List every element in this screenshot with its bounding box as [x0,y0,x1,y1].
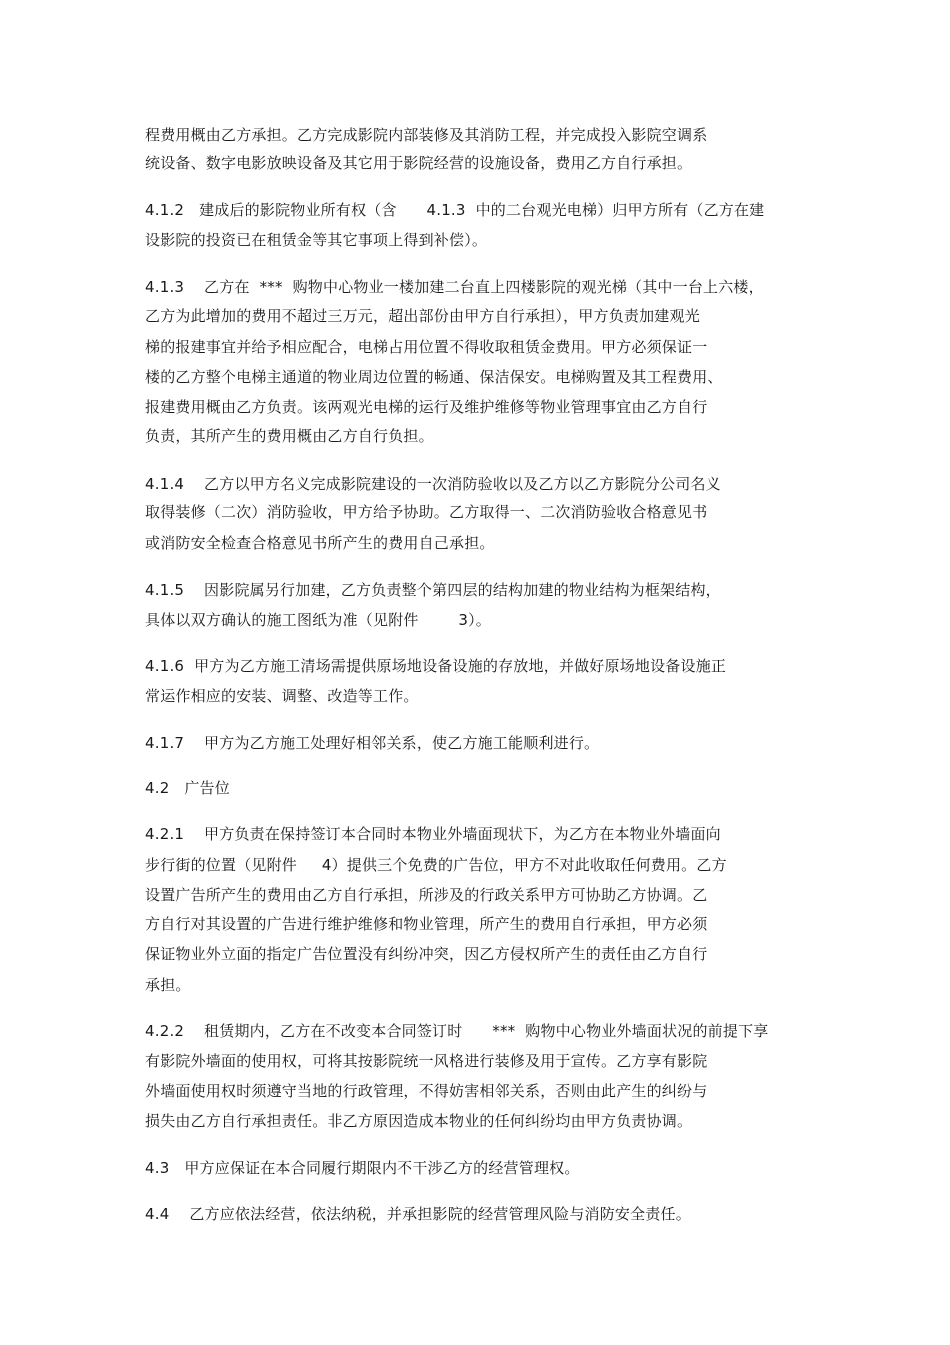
text-line: 具体以双方确认的施工图纸为准（见附件 3）。 [145,611,491,629]
clause-4-1-5: 4.1.5 因影院属另行加建，乙方负责整个第四层的结构加建的物业结构为框架结构， [145,581,721,599]
text-line: 梯的报建事宜并给予相应配合，电梯占用位置不得收取租赁金费用。甲方必须保证一 [145,338,708,356]
clause-4-3: 4.3 甲方应保证在本合同履行期限内不干涉乙方的经营管理权。 [145,1159,580,1177]
text-line: 楼的乙方整个电梯主通道的物业周边位置的畅通、保洁保安。电梯购置及其工程费用、 [145,368,723,386]
clause-4-1-6: 4.1.6 甲方为乙方施工清场需提供原场地设备设施的存放地，并做好原场地设备设施正 [145,657,727,675]
text-line: 方自行对其设置的广告进行维护维修和物业管理，所产生的费用自行承担，甲方必须 [145,915,708,933]
clause-4-2-1: 4.2.1 甲方负责在保持签订本合同时本物业外墙面现状下，为乙方在本物业外墙面向 [145,825,721,843]
text-line: 设影院的投资已在租赁金等其它事项上得到补偿）。 [145,231,488,249]
clause-4-4: 4.4 乙方应依法经营，依法纳税，并承担影院的经营管理风险与消防安全责任。 [145,1205,691,1223]
text-line: 负责，其所产生的费用概由乙方自行负担。 [145,427,434,445]
clause-4-1-4: 4.1.4 乙方以甲方名义完成影院建设的一次消防验收以及乙方以乙方影院分公司名义 [145,475,721,493]
clause-4-1-7: 4.1.7 甲方为乙方施工处理好相邻关系，使乙方施工能顺利进行。 [145,734,600,752]
text-line: 承担。 [145,976,191,994]
clause-4-2-2: 4.2.2 租赁期内，乙方在不改变本合同签订时 *** 购物中心物业外墙面状况的前提下享 [145,1022,769,1040]
text-line: 乙方为此增加的费用不超过三万元，超出部份由甲方自行承担），甲方负责加建观光 [145,307,700,325]
clause-4-1-2: 4.1.2 建成后的影院物业所有权（含 4.1.3 中的二台观光电梯）归甲方所有（乙方在建 [145,201,765,219]
text-line: 损失由乙方自行承担责任。非乙方原因造成本物业的任何纠纷均由甲方负责协调。 [145,1112,693,1130]
text-line: 常运作相应的安装、调整、改造等工作。 [145,687,419,705]
section-4-2-heading: 4.2 广告位 [145,779,230,797]
text-line: 程费用概由乙方承担。乙方完成影院内部装修及其消防工程，并完成投入影院空调系 [145,126,708,144]
text-line: 有影院外墙面的使用权，可将其按影院统一风格进行装修及用于宣传。乙方享有影院 [145,1052,708,1070]
text-line: 设置广告所产生的费用由乙方自行承担，所涉及的行政关系甲方可协助乙方协调。乙 [145,886,708,904]
clause-4-1-3: 4.1.3 乙方在 *** 购物中心物业一楼加建二台直上四楼影院的观光梯（其中一台上六楼， [145,278,764,296]
text-line: 报建费用概由乙方负责。该两观光电梯的运行及维护维修等物业管理事宜由乙方自行 [145,398,708,416]
text-line: 外墙面使用权时须遵守当地的行政管理，不得妨害相邻关系，否则由此产生的纠纷与 [145,1082,708,1100]
text-line: 取得装修（二次）消防验收，甲方给予协助。乙方取得一、二次消防验收合格意见书 [145,503,708,521]
text-line: 或消防安全检查合格意见书所产生的费用自己承担。 [145,534,495,552]
text-line: 统设备、数字电影放映设备及其它用于影院经营的设施设备，费用乙方自行承担。 [145,154,693,172]
text-line: 步行街的位置（见附件 4）提供三个免费的广告位，甲方不对此收取任何费用。乙方 [145,856,727,874]
text-line: 保证物业外立面的指定广告位置没有纠纷冲突，因乙方侵权所产生的责任由乙方自行 [145,945,708,963]
